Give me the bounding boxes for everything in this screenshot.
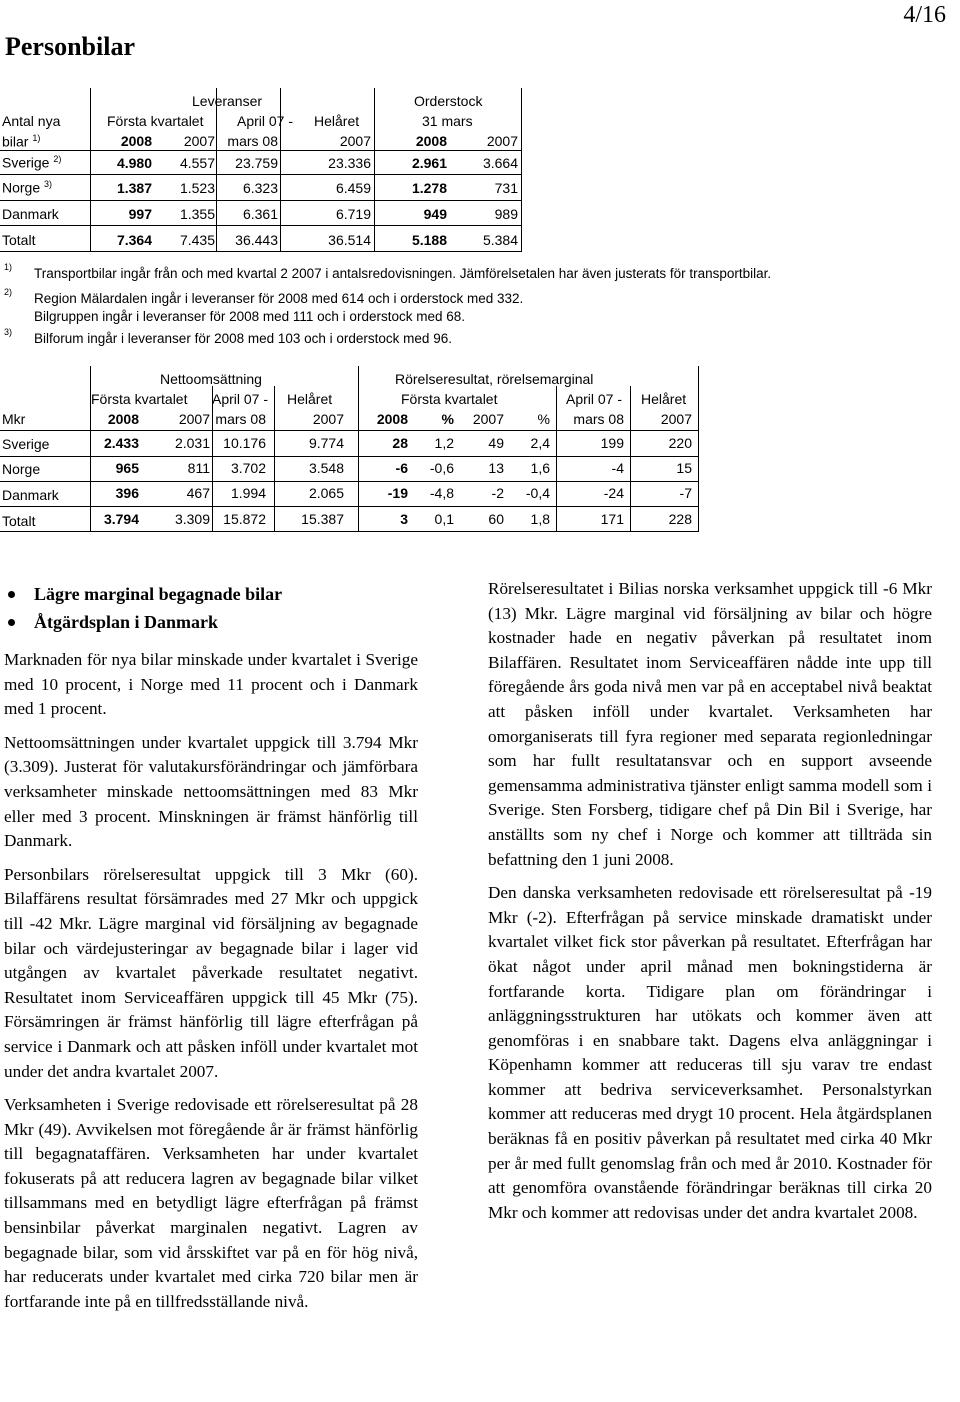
divider bbox=[521, 88, 522, 252]
deliveries-table bbox=[0, 88, 522, 252]
divider bbox=[0, 225, 522, 226]
cell: -19 bbox=[387, 485, 408, 501]
bullet-icon bbox=[8, 619, 15, 626]
subheader-2008: 2008 bbox=[107, 411, 139, 427]
paragraph: Personbilars rörelseresultat uppgick till 3 Mkr (60). Bilaffärens resultat försämrades med 27 Mkr och uppgick till -42 Mkr. Lägre marginal vid försäljning av begagnade bilar och värdejusteringar av begagnade bilar i lager vid utgången av kvartalet påverkade resultatet negativt. Resultatet inom Serviceaffären uppgick till 45 Mkr (75). Försämringen är främst hänförlig till lägre efterfrågan på service i Danmark och att påsken inföll under kvartalet mot under det andra kvartalet 2007. bbox=[4, 864, 418, 1081]
divider bbox=[216, 88, 217, 252]
row-header-line1: Antal nya bbox=[2, 113, 61, 129]
cell: 3.702 bbox=[230, 460, 266, 476]
subheader-mars08: mars 08 bbox=[215, 411, 266, 427]
cell: 1.278 bbox=[411, 180, 447, 196]
cell: 4.980 bbox=[116, 155, 152, 171]
cell: 4.557 bbox=[179, 155, 215, 171]
bullet-icon bbox=[8, 591, 15, 598]
col-header-helaret: Helåret bbox=[287, 391, 333, 407]
cell: 1.355 bbox=[179, 206, 215, 222]
row-label: Totalt bbox=[2, 513, 36, 529]
col-header-forsta-kvartalet: Första kvartalet bbox=[91, 391, 188, 407]
cell: -0,4 bbox=[525, 485, 550, 501]
cell: 36.443 bbox=[235, 232, 278, 248]
cell: -7 bbox=[679, 485, 692, 501]
col-header-helaret: Helåret bbox=[314, 113, 360, 129]
cell: 13 bbox=[488, 460, 504, 476]
paragraph: Marknaden för nya bilar minskade under kvartalet i Sverige med 10 procent, i Norge med 11 procent och i Danmark med 1 procent. bbox=[4, 650, 418, 719]
group-header-leveranser: Leveranser bbox=[192, 93, 263, 109]
cell: 467 bbox=[186, 485, 210, 501]
cell: 3.794 bbox=[103, 511, 139, 527]
cell: 15.387 bbox=[301, 511, 344, 527]
cell: 1,6 bbox=[530, 460, 550, 476]
row-label: Sverige $^{2)}$ bbox=[2, 154, 62, 171]
cell: 49 bbox=[488, 435, 504, 451]
cell: -6 bbox=[395, 460, 408, 476]
divider bbox=[0, 251, 522, 252]
subheader-2007: 2007 bbox=[472, 411, 504, 427]
cell: -4 bbox=[611, 460, 624, 476]
footnote: 2) Region Mälardalen ingår i leveranser för 2008 med 614 och i orderstock med 332. bbox=[4, 287, 524, 306]
divider bbox=[90, 88, 91, 252]
cell: 36.514 bbox=[328, 232, 371, 248]
cell: 228 bbox=[668, 511, 692, 527]
cell: 1.994 bbox=[230, 485, 266, 501]
cell: 6.361 bbox=[242, 206, 278, 222]
divider bbox=[0, 150, 522, 151]
orderstock-date: 31 mars bbox=[422, 113, 473, 129]
cell: 199 bbox=[600, 435, 624, 451]
cell: 0,1 bbox=[434, 511, 454, 527]
paragraph: Nettoomsättningen under kvartalet uppgick till 3.794 Mkr (3.309). Justerat för valutakursförändringar och jämförbara verksamheter minskade nettoomsättningen med 83 Mkr eller med 3 procent. Minskningen är främst hänförlig till Danmark. bbox=[4, 732, 418, 851]
cell: 15 bbox=[676, 460, 692, 476]
cell: 2.961 bbox=[411, 155, 447, 171]
col-header-forsta-kvartalet: Första kvartalet bbox=[401, 391, 498, 407]
cell: 6.323 bbox=[242, 180, 278, 196]
cell: 2.433 bbox=[103, 435, 139, 451]
cell: -4,8 bbox=[429, 485, 454, 501]
results-table bbox=[0, 366, 700, 532]
cell: 7.364 bbox=[116, 232, 152, 248]
subheader-2007: 2007 bbox=[312, 411, 344, 427]
cell: 965 bbox=[115, 460, 139, 476]
divider bbox=[0, 174, 522, 175]
col-header-april: April 07 - bbox=[566, 391, 623, 407]
divider bbox=[0, 506, 699, 507]
col-header-april: April 07 - bbox=[212, 391, 269, 407]
group-header-rorelseresultat: Rörelseresultat, rörelsemarginal bbox=[395, 371, 594, 387]
cell: 6.459 bbox=[335, 180, 371, 196]
cell: -24 bbox=[603, 485, 624, 501]
cell: 15.872 bbox=[223, 511, 266, 527]
cell: 5.384 bbox=[482, 232, 518, 248]
footnote: 3) Bilforum ingår i leveranser för 2008 med 103 och i orderstock med 96. bbox=[4, 327, 452, 346]
cell: 6.719 bbox=[335, 206, 371, 222]
cell: 7.435 bbox=[179, 232, 215, 248]
cell: 60 bbox=[488, 511, 504, 527]
cell: 1.523 bbox=[179, 180, 215, 196]
subheader-2007: 2007 bbox=[660, 411, 692, 427]
cell: 1.387 bbox=[116, 180, 152, 196]
cell: 10.176 bbox=[223, 435, 266, 451]
cell: 28 bbox=[392, 435, 408, 451]
row-label: Norge bbox=[2, 461, 41, 477]
row-header-mkr: Mkr bbox=[2, 411, 26, 427]
cell: -2 bbox=[491, 485, 504, 501]
subheader-2007: 2007 bbox=[183, 133, 215, 149]
subheader-2008: 2008 bbox=[415, 133, 447, 149]
cell: 171 bbox=[600, 511, 624, 527]
cell: 811 bbox=[187, 460, 210, 476]
cell: 3 bbox=[400, 511, 408, 527]
row-label: Danmark bbox=[2, 206, 59, 222]
subheader-percent: % bbox=[441, 411, 454, 427]
subheader-2007: 2007 bbox=[339, 133, 371, 149]
cell: 989 bbox=[494, 206, 518, 222]
cell: 3.548 bbox=[308, 460, 344, 476]
divider bbox=[274, 386, 275, 532]
divider bbox=[0, 200, 522, 201]
bullet-item: Lägre marginal begagnade bilar bbox=[4, 580, 418, 608]
subheader-mars08: mars 08 bbox=[573, 411, 624, 427]
subheader-percent: % bbox=[537, 411, 550, 427]
divider bbox=[698, 366, 699, 532]
cell: 731 bbox=[494, 180, 518, 196]
row-label: Sverige bbox=[2, 436, 50, 452]
cell: 23.336 bbox=[328, 155, 371, 171]
cell: 220 bbox=[668, 435, 692, 451]
cell: 997 bbox=[128, 206, 152, 222]
divider bbox=[556, 386, 557, 532]
col-header-helaret: Helåret bbox=[641, 391, 687, 407]
col-header-forsta-kvartalet: Första kvartalet bbox=[107, 113, 204, 129]
row-label: Norge $^{3)}$ bbox=[2, 179, 53, 196]
divider bbox=[630, 386, 631, 532]
subheader-2008: 2008 bbox=[120, 133, 152, 149]
cell: 949 bbox=[423, 206, 447, 222]
divider bbox=[0, 481, 699, 482]
col-header-april: April 07 - bbox=[237, 113, 294, 129]
text-column-left bbox=[4, 580, 418, 1323]
cell: -0,6 bbox=[429, 460, 454, 476]
cell: 1,8 bbox=[530, 511, 550, 527]
divider bbox=[374, 88, 375, 252]
group-header-nettoomsattning: Nettoomsättning bbox=[160, 371, 262, 387]
divider bbox=[0, 531, 699, 532]
divider bbox=[0, 456, 699, 457]
subheader-mars08: mars 08 bbox=[227, 133, 278, 149]
cell: 2.065 bbox=[308, 485, 344, 501]
cell: 5.188 bbox=[411, 232, 447, 248]
text-column-right bbox=[488, 577, 932, 1234]
cell: 3.309 bbox=[174, 511, 210, 527]
cell: 2.031 bbox=[174, 435, 210, 451]
paragraph: Verksamheten i Sverige redovisade ett rörelseresultat på 28 Mkr (49). Avvikelsen mot föregående år är främst hänförlig till begagnataffären. Verksamheten har under kvartalet fokuserats på att reducera lagren av begagnade bilar vilket tillsammans med en betydligt lägre efterfrågan på främst bensinbilar påverkat marginalen negativt. Lagren av begagnade bilar, som vid årsskiftet var på en för hög nivå, har reducerats under kvartalet med cirka 720 bilar men är fortfarande inte på en tillfredsställande nivå. bbox=[4, 1095, 418, 1311]
cell: 396 bbox=[115, 485, 139, 501]
footnote: Bilgruppen ingår i leveranser för 2008 med 111 och i orderstock med 68. bbox=[34, 309, 465, 324]
divider bbox=[0, 430, 699, 431]
group-header-orderstock: Orderstock bbox=[414, 93, 483, 109]
cell: 1,2 bbox=[434, 435, 454, 451]
footnote: 1) Transportbilar ingår från och med kvartal 2 2007 i antalsredovisningen. Jämförelsetalen har även justerats för transportbilar. bbox=[4, 262, 772, 281]
paragraph: Den danska verksamheten redovisade ett rörelseresultat på -19 Mkr (-2). Efterfrågan på service minskade dramatiskt under kvartalet vilket fick stor påverkan på resultatet. Efterfrågan har ökat något under april månad men bokningstiderna är fortfarande korta. Tidigare plan om förändringar i anläggningsstrukturen har utökats och kommer även att genomföras i en snabbare takt. Dagens elva anläggningar i Köpenhamn kommer att reduceras till sju varav tre endast kommer att bedriva serviceverksamhet. Personalstyrkan kommer att reduceras med drygt 10 procent. Hela åtgärdsplanen beräknas få en positiv påverkan på resultatet med cirka 40 Mkr per år med fullt genomslag från och med år 2010. Kostnader för att genomföra ovanstående förändringar beräknas till cirka 20 Mkr och kommer att redovisas under det andra kvartalet 2008. bbox=[488, 883, 932, 1222]
page-number: 4/16 bbox=[903, 2, 946, 28]
cell: 3.664 bbox=[482, 155, 518, 171]
paragraph: Rörelseresultatet i Bilias norska verksamhet uppgick till -6 Mkr (13) Mkr. Lägre marginal vid försäljning av bilar och högre kostnader hade en negativ påverkan på resultatet inom Bilaffären. Resultatet inom Serviceaffären nådde inte upp till föregående års goda nivå men var på en acceptabel nivå beaktat att påsken inföll under kvartalet. Verksamheten har omorganiserats till fyra regioner med separata regionledningar som har fullt resultatansvar och en support avseende gemensamma administrativa tjänster enligt samma modell som i Sverige. Sten Forsberg, tidigare chef på Din Bil i Sverige, har anställts som ny chef i Norge och kommer att tillträda sin befattning den 1 juni 2008. bbox=[488, 579, 932, 869]
bullet-item: Åtgärdsplan i Danmark bbox=[4, 608, 418, 636]
subheader-2007: 2007 bbox=[486, 133, 518, 149]
cell: 2,4 bbox=[530, 435, 550, 451]
cell: 23.759 bbox=[235, 155, 278, 171]
page-title: Personbilar bbox=[5, 32, 135, 61]
row-header-line2: bilar $^{1)}$ bbox=[2, 133, 41, 150]
divider bbox=[212, 386, 213, 532]
row-label: Danmark bbox=[2, 487, 59, 503]
subheader-2007: 2007 bbox=[178, 411, 210, 427]
row-label: Totalt bbox=[2, 232, 36, 248]
cell: 9.774 bbox=[308, 435, 344, 451]
divider bbox=[358, 366, 359, 532]
subheader-2008: 2008 bbox=[376, 411, 408, 427]
